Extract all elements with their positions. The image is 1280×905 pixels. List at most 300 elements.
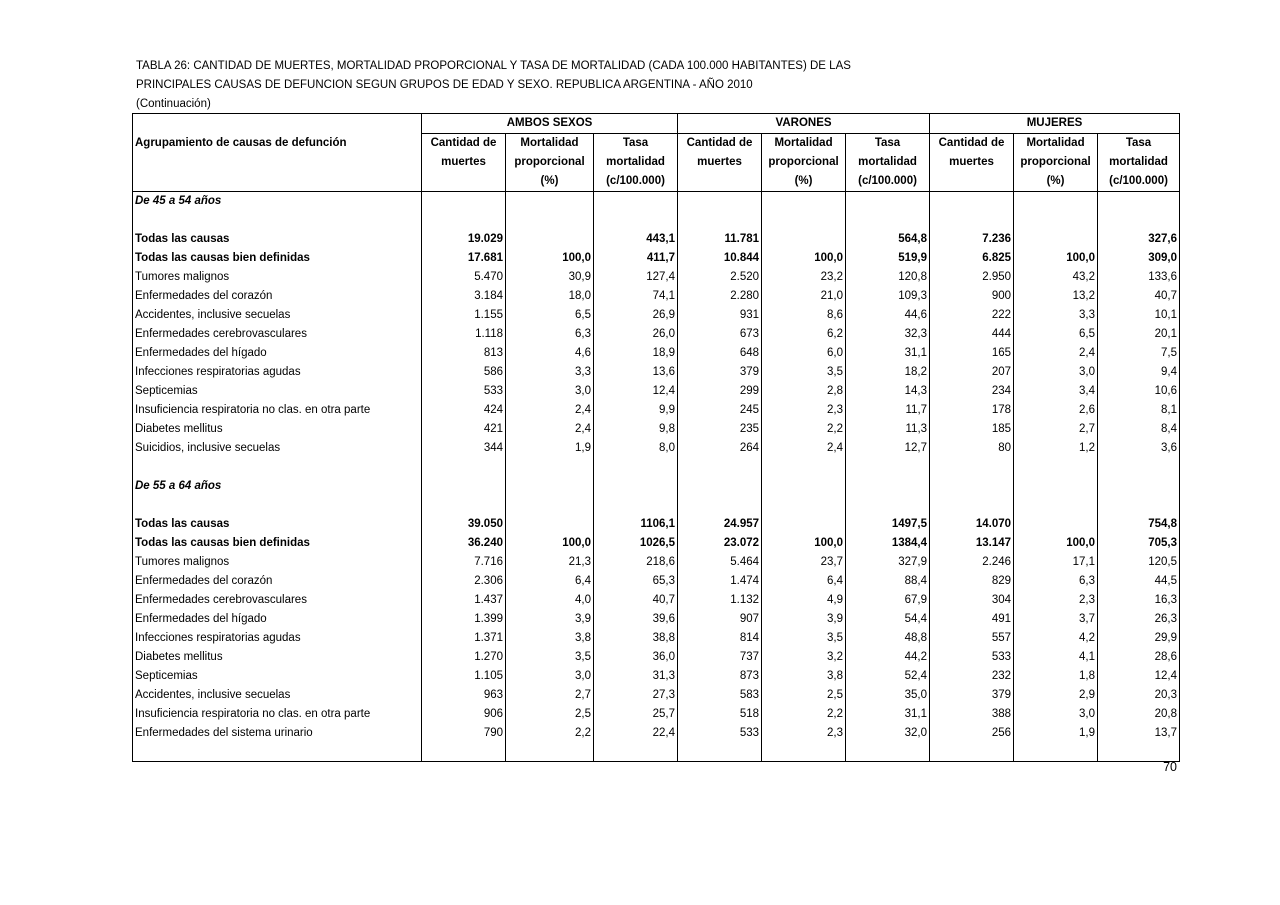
table-cell: 133,6 [1098, 268, 1180, 287]
table-cell: 6,0 [762, 344, 846, 363]
table-row [133, 325, 1180, 344]
table-cell: 873 [678, 667, 762, 686]
table-cell: 31,1 [846, 344, 930, 363]
empty-cell [678, 458, 762, 477]
table-cell [506, 230, 594, 249]
table-row [133, 610, 1180, 629]
empty-cell [930, 477, 1014, 496]
table-cell: 5.464 [678, 553, 762, 572]
table-cell: 17.681 [422, 249, 506, 268]
table-cell: 6,3 [506, 325, 594, 344]
table-cell: 10,6 [1098, 382, 1180, 401]
table-cell: 2,2 [762, 705, 846, 724]
table-cell: 1.155 [422, 306, 506, 325]
row-header-empty [133, 172, 422, 192]
table-cell: 218,6 [594, 553, 678, 572]
table-cell: 411,7 [594, 249, 678, 268]
empty-cell [594, 458, 678, 477]
section-title: De 45 a 54 años [135, 195, 222, 207]
row-label: Infecciones respiratorias agudas [135, 366, 301, 378]
table-cell: 43,2 [1014, 268, 1098, 287]
table-cell: 648 [678, 344, 762, 363]
table-cell: 2,5 [506, 705, 594, 724]
spacer-row [133, 458, 1180, 477]
table-cell: 17,1 [1014, 553, 1098, 572]
table-cell: 27,3 [594, 686, 678, 705]
table-cell: 3.184 [422, 287, 506, 306]
column-header: Tasa [1098, 134, 1180, 154]
table-cell: 29,9 [1098, 629, 1180, 648]
empty-cell [1098, 192, 1180, 212]
spacer-row [133, 743, 1180, 762]
table-cell: 754,8 [1098, 515, 1180, 534]
table-cell: 2,7 [506, 686, 594, 705]
table-cell: 234 [930, 382, 1014, 401]
table-row [133, 382, 1180, 401]
table-cell: 705,3 [1098, 534, 1180, 553]
table-cell [1014, 230, 1098, 249]
table-cell: 557 [930, 629, 1014, 648]
table-cell: 379 [678, 363, 762, 382]
table-cell: 30,9 [506, 268, 594, 287]
table-cell: 18,9 [594, 344, 678, 363]
column-header: mortalidad [846, 153, 930, 172]
table-cell: 2,4 [506, 420, 594, 439]
table-cell: 304 [930, 591, 1014, 610]
table-subtitle: (Continuación) [136, 98, 211, 110]
table-cell: 36.240 [422, 534, 506, 553]
table-cell: 1.474 [678, 572, 762, 591]
table-row [133, 420, 1180, 439]
row-label: Enfermedades del sistema urinario [135, 727, 313, 739]
table-cell: 127,4 [594, 268, 678, 287]
table-cell: 20,3 [1098, 686, 1180, 705]
table-cell: 23,7 [762, 553, 846, 572]
column-header: proporcional [506, 153, 594, 172]
row-label: Tumores malignos [135, 556, 230, 568]
table-cell: 2,4 [506, 401, 594, 420]
column-header: muertes [678, 153, 762, 172]
table-row [133, 306, 1180, 325]
row-label: Insuficiencia respiratoria no clas. en otra parte [135, 404, 371, 416]
table-cell: 564,8 [846, 230, 930, 249]
table-cell: 13,7 [1098, 724, 1180, 743]
empty-cell [762, 477, 846, 496]
table-cell: 40,7 [1098, 287, 1180, 306]
empty-cell [846, 192, 930, 212]
table-cell: 22,4 [594, 724, 678, 743]
table-cell: 6,2 [762, 325, 846, 344]
table-cell: 120,8 [846, 268, 930, 287]
table-row [133, 667, 1180, 686]
table-cell: 963 [422, 686, 506, 705]
table-cell: 1,9 [1014, 724, 1098, 743]
table-cell: 12,7 [846, 439, 930, 458]
table-cell: 444 [930, 325, 1014, 344]
empty-cell [1098, 743, 1180, 762]
table-cell: 327,6 [1098, 230, 1180, 249]
column-header: Mortalidad [762, 134, 846, 154]
empty-cell [422, 477, 506, 496]
row-label: Suicidios, inclusive secuelas [135, 442, 281, 454]
table-row [133, 686, 1180, 705]
table-cell: 235 [678, 420, 762, 439]
row-label: Tumores malignos [135, 271, 230, 283]
empty-cell [422, 496, 506, 515]
table-row [133, 648, 1180, 667]
empty-cell [846, 458, 930, 477]
table-cell: 2,4 [1014, 344, 1098, 363]
column-header: (c/100.000) [1098, 172, 1180, 192]
row-label: Insuficiencia respiratoria no clas. en otra parte [135, 708, 371, 720]
empty-cell [1098, 211, 1180, 230]
table-cell: 20,1 [1098, 325, 1180, 344]
table-cell: 533 [678, 724, 762, 743]
row-label: Accidentes, inclusive secuelas [135, 309, 291, 321]
table-cell: 3,0 [506, 667, 594, 686]
table-cell: 74,1 [594, 287, 678, 306]
page-number: 70 [1163, 760, 1177, 774]
table-cell: 12,4 [594, 382, 678, 401]
empty-cell [1014, 192, 1098, 212]
empty-cell [930, 743, 1014, 762]
section-title-row [133, 477, 1180, 496]
empty-cell [422, 743, 506, 762]
column-header: (%) [506, 172, 594, 192]
table-cell: 4,6 [506, 344, 594, 363]
row-header-empty [133, 153, 422, 172]
column-header: Cantidad de [678, 134, 762, 154]
column-header: (c/100.000) [846, 172, 930, 192]
empty-cell [1098, 458, 1180, 477]
row-label: Todas las causas bien definidas [135, 537, 310, 549]
table-cell: 3,7 [1014, 610, 1098, 629]
empty-cell [133, 211, 422, 230]
table-cell: 424 [422, 401, 506, 420]
table-cell: 1497,5 [846, 515, 930, 534]
table-cell: 1.132 [678, 591, 762, 610]
column-header: (%) [1014, 172, 1098, 192]
table-cell [506, 515, 594, 534]
empty-cell [678, 477, 762, 496]
table-row [133, 287, 1180, 306]
table-cell: 10,1 [1098, 306, 1180, 325]
table-cell: 2,3 [1014, 591, 1098, 610]
table-cell: 299 [678, 382, 762, 401]
table-cell: 9,9 [594, 401, 678, 420]
empty-cell [762, 192, 846, 212]
table-cell: 533 [930, 648, 1014, 667]
group-header-ambos: AMBOS SEXOS [422, 114, 678, 134]
empty-cell [846, 211, 930, 230]
table-cell: 21,3 [506, 553, 594, 572]
table-cell: 519,9 [846, 249, 930, 268]
row-label: Enfermedades del corazón [135, 575, 273, 587]
table-cell: 2,7 [1014, 420, 1098, 439]
empty-cell [1014, 496, 1098, 515]
table-cell: 3,0 [506, 382, 594, 401]
table-cell: 20,8 [1098, 705, 1180, 724]
table-cell: 67,9 [846, 591, 930, 610]
table-cell: 388 [930, 705, 1014, 724]
table-cell: 36,0 [594, 648, 678, 667]
table-row [133, 591, 1180, 610]
table-cell: 222 [930, 306, 1014, 325]
table-cell: 931 [678, 306, 762, 325]
spacer-row [133, 211, 1180, 230]
table-cell: 88,4 [846, 572, 930, 591]
column-header: proporcional [1014, 153, 1098, 172]
empty-cell [1014, 211, 1098, 230]
column-header [930, 172, 1014, 192]
table-cell: 7,5 [1098, 344, 1180, 363]
table-row [133, 344, 1180, 363]
column-header: Cantidad de [930, 134, 1014, 154]
table-cell: 10.844 [678, 249, 762, 268]
row-label: Todas las causas [135, 518, 230, 530]
total-row [133, 230, 1180, 249]
table-cell: 1.399 [422, 610, 506, 629]
row-label: Diabetes mellitus [135, 423, 223, 435]
column-header [422, 172, 506, 192]
table-cell: 2.950 [930, 268, 1014, 287]
table-cell: 421 [422, 420, 506, 439]
row-label: Enfermedades cerebrovasculares [135, 594, 307, 606]
table-row [133, 705, 1180, 724]
table-cell: 790 [422, 724, 506, 743]
empty-cell [678, 496, 762, 515]
empty-cell [506, 211, 594, 230]
empty-cell [594, 477, 678, 496]
empty-cell [133, 458, 422, 477]
table-cell: 518 [678, 705, 762, 724]
table-cell: 8,4 [1098, 420, 1180, 439]
column-header: Tasa [846, 134, 930, 154]
table-cell [762, 515, 846, 534]
table-cell: 65,3 [594, 572, 678, 591]
table-cell: 54,4 [846, 610, 930, 629]
table-cell: 2.280 [678, 287, 762, 306]
table-cell: 583 [678, 686, 762, 705]
empty-cell [678, 211, 762, 230]
table-cell: 11.781 [678, 230, 762, 249]
table-cell: 2.520 [678, 268, 762, 287]
empty-cell [133, 743, 422, 762]
section-title-row [133, 192, 1180, 212]
table-cell: 100,0 [506, 534, 594, 553]
table-row [133, 363, 1180, 382]
table-cell: 109,3 [846, 287, 930, 306]
table-cell: 3,3 [1014, 306, 1098, 325]
empty-cell [762, 743, 846, 762]
table-cell: 4,9 [762, 591, 846, 610]
table-cell: 3,3 [506, 363, 594, 382]
table-cell: 907 [678, 610, 762, 629]
table-cell: 344 [422, 439, 506, 458]
spacer-row [133, 496, 1180, 515]
row-label: Enfermedades del hígado [135, 613, 267, 625]
table-cell: 900 [930, 287, 1014, 306]
table-title-line-2: PRINCIPALES CAUSAS DE DEFUNCION SEGUN GRUPOS DE EDAD Y SEXO. REPUBLICA ARGENTINA - AÑO 2010 [136, 79, 753, 91]
table-cell: 3,2 [762, 648, 846, 667]
table-cell: 3,5 [762, 363, 846, 382]
table-cell: 3,9 [762, 610, 846, 629]
row-label: Diabetes mellitus [135, 651, 223, 663]
column-header: Mortalidad [506, 134, 594, 154]
table-cell: 44,5 [1098, 572, 1180, 591]
empty-cell [846, 496, 930, 515]
table-cell: 4,1 [1014, 648, 1098, 667]
table-cell: 7.236 [930, 230, 1014, 249]
table-cell: 52,4 [846, 667, 930, 686]
empty-cell [678, 743, 762, 762]
table-row [133, 724, 1180, 743]
table-cell: 906 [422, 705, 506, 724]
table-cell: 2,5 [762, 686, 846, 705]
table-cell: 1,8 [1014, 667, 1098, 686]
table-cell: 4,2 [1014, 629, 1098, 648]
table-cell: 38,8 [594, 629, 678, 648]
table-cell: 3,8 [506, 629, 594, 648]
column-header: muertes [422, 153, 506, 172]
table-cell: 3,0 [1014, 705, 1098, 724]
table-cell: 80 [930, 439, 1014, 458]
table-cell: 23,2 [762, 268, 846, 287]
column-header: mortalidad [1098, 153, 1180, 172]
column-header: (c/100.000) [594, 172, 678, 192]
empty-cell [930, 211, 1014, 230]
table-row [133, 629, 1180, 648]
table-cell: 7.716 [422, 553, 506, 572]
table-cell: 813 [422, 344, 506, 363]
table-cell: 185 [930, 420, 1014, 439]
empty-cell [594, 211, 678, 230]
table-cell: 165 [930, 344, 1014, 363]
column-header: Tasa [594, 134, 678, 154]
table-cell: 1.371 [422, 629, 506, 648]
empty-cell [1098, 477, 1180, 496]
table-body [133, 192, 1180, 762]
column-header: proporcional [762, 153, 846, 172]
table-cell: 6,4 [506, 572, 594, 591]
table-cell: 32,0 [846, 724, 930, 743]
row-label: Enfermedades del corazón [135, 290, 273, 302]
row-label: Infecciones respiratorias agudas [135, 632, 301, 644]
table-cell: 18,2 [846, 363, 930, 382]
table-cell: 100,0 [506, 249, 594, 268]
table-cell: 2,4 [762, 439, 846, 458]
empty-cell [506, 477, 594, 496]
empty-cell [762, 458, 846, 477]
empty-cell [678, 192, 762, 212]
table-cell: 829 [930, 572, 1014, 591]
table-cell: 39.050 [422, 515, 506, 534]
table-cell: 40,7 [594, 591, 678, 610]
empty-cell [846, 743, 930, 762]
column-header: Cantidad de [422, 134, 506, 154]
empty-cell [930, 496, 1014, 515]
table-cell: 11,7 [846, 401, 930, 420]
table-cell: 31,3 [594, 667, 678, 686]
table-cell: 39,6 [594, 610, 678, 629]
table-cell: 120,5 [1098, 553, 1180, 572]
table-cell: 379 [930, 686, 1014, 705]
table-cell: 264 [678, 439, 762, 458]
row-label: Enfermedades del hígado [135, 347, 267, 359]
empty-cell [930, 192, 1014, 212]
table-cell: 245 [678, 401, 762, 420]
table-cell: 533 [422, 382, 506, 401]
row-label: Todas las causas [135, 233, 230, 245]
table-title-line-1: TABLA 26: CANTIDAD DE MUERTES, MORTALIDAD PROPORCIONAL Y TASA DE MORTALIDAD (CADA 100.000 HABITANTES) DE LAS [136, 60, 851, 72]
row-header-empty [133, 114, 422, 134]
table-cell: 1106,1 [594, 515, 678, 534]
table-cell: 4,0 [506, 591, 594, 610]
column-header: (%) [762, 172, 846, 192]
table-cell: 12,4 [1098, 667, 1180, 686]
column-header: mortalidad [594, 153, 678, 172]
table-cell: 2,8 [762, 382, 846, 401]
row-label: Enfermedades cerebrovasculares [135, 328, 307, 340]
column-header: Mortalidad [1014, 134, 1098, 154]
table-cell: 11,3 [846, 420, 930, 439]
table-cell: 8,0 [594, 439, 678, 458]
table-cell: 1.270 [422, 648, 506, 667]
table-cell: 6,3 [1014, 572, 1098, 591]
empty-cell [1098, 496, 1180, 515]
group-header-varones: VARONES [678, 114, 930, 134]
table-cell: 1,9 [506, 439, 594, 458]
table-cell: 13,6 [594, 363, 678, 382]
table-cell: 673 [678, 325, 762, 344]
empty-cell [930, 458, 1014, 477]
table-cell: 8,6 [762, 306, 846, 325]
table-cell: 1.105 [422, 667, 506, 686]
row-label: Todas las causas bien definidas [135, 252, 310, 264]
table-cell: 100,0 [1014, 249, 1098, 268]
table-cell: 2,3 [762, 401, 846, 420]
table-cell: 178 [930, 401, 1014, 420]
empty-cell [846, 477, 930, 496]
defined-total-row [133, 249, 1180, 268]
table-cell: 100,0 [1014, 534, 1098, 553]
table-cell: 207 [930, 363, 1014, 382]
table-cell: 25,7 [594, 705, 678, 724]
empty-cell [506, 496, 594, 515]
table-cell: 48,8 [846, 629, 930, 648]
table-cell: 100,0 [762, 249, 846, 268]
table-cell: 32,3 [846, 325, 930, 344]
empty-cell [133, 496, 422, 515]
table-cell: 232 [930, 667, 1014, 686]
empty-cell [1014, 743, 1098, 762]
table-cell: 2.306 [422, 572, 506, 591]
row-label: Septicemias [135, 385, 198, 397]
table-cell: 9,4 [1098, 363, 1180, 382]
table-cell: 1,2 [1014, 439, 1098, 458]
column-header [678, 172, 762, 192]
table-row [133, 401, 1180, 420]
row-label: Septicemias [135, 670, 198, 682]
table-cell: 2,2 [506, 724, 594, 743]
group-header-mujeres: MUJERES [930, 114, 1180, 134]
table-cell: 3,4 [1014, 382, 1098, 401]
table-cell: 8,1 [1098, 401, 1180, 420]
table-cell: 26,3 [1098, 610, 1180, 629]
table-cell: 21,0 [762, 287, 846, 306]
table-cell: 2.246 [930, 553, 1014, 572]
table-cell: 6.825 [930, 249, 1014, 268]
